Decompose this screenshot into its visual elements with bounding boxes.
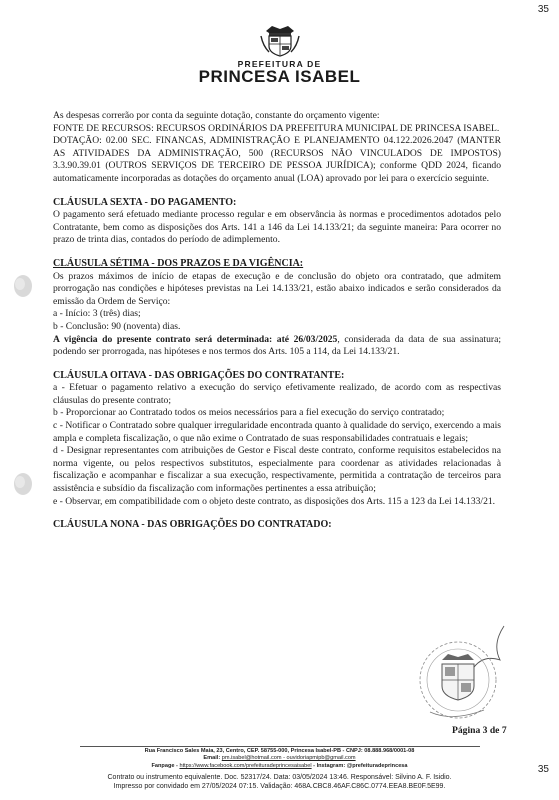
footer-email-link[interactable]: pm.isabel@hotmail.com - ouvidoriapmipb@gmail.com <box>221 755 356 762</box>
clause-heading: CLÁUSULA SEXTA - DO PAGAMENTO: <box>53 196 237 208</box>
list-item: b - Conclusão: 90 (noventa) dias. <box>53 320 181 332</box>
coat-of-arms-icon <box>258 22 302 58</box>
punch-hole-mark-icon <box>6 268 40 304</box>
signature-line-2: Impresso por convidado em 27/05/2024 07:15. Validação: 468A.CBC8.46AF.C86C.0774.EEA8.BE0F.5E99. <box>113 782 446 790</box>
letterhead <box>0 22 559 85</box>
page-number-top: 35 <box>537 4 549 15</box>
paragraph: O pagamento será efetuado mediante processo regular e em observância às normas e procedimentos adotados pelo Contratante, bem como as disposições dos Arts. 141 a 146 da Lei 14.133/21; da seguinte maneira: Para ocorrer no prazo de trinta dias, contados do período de adimplemento. <box>53 209 501 246</box>
list-item: b - Proporcionar ao Contratado todos os meios necessários para a fiel execução do serviço contratado; <box>53 407 445 419</box>
footer-address: Rua Francisco Sales Maia, 23, Centro, CEP. 58755-000, Princesa Isabel-PB - CNPJ: 08.888.968/0001-08 <box>144 748 415 754</box>
paragraph: FONTE DE RECURSOS: RECURSOS ORDINÁRIOS DA PREFEITURA MUNICIPAL DE PRINCESA ISABEL. <box>53 122 500 134</box>
clause-heading: CLÁUSULA OITAVA - DAS OBRIGAÇÕES DO CONTRATANTE: <box>53 369 345 381</box>
page-of-indicator: Página 3 de 7 <box>452 725 507 736</box>
footer <box>0 746 559 770</box>
document-body <box>53 110 501 532</box>
signature-line-1: Contrato ou instrumento equivalente. Doc. 52317/24. Data: 03/05/2024 13:46. Responsável: Silvino A. F. Isidio. <box>107 774 452 781</box>
term-highlight: A vigência do presente contrato será determinada: até 26/03/2025 <box>53 333 338 345</box>
punch-hole-mark-icon <box>6 466 40 502</box>
list-item: a - Início: 3 (três) dias; <box>53 308 141 320</box>
clause-heading: CLÁUSULA NONA - DAS OBRIGAÇÕES DO CONTRATADO: <box>53 519 332 531</box>
term-rest: , considerada da data de sua assinatura; podendo ser prorrogada, nas hipóteses e nos termos dos Arts. 105 a 114, da Lei 14.133/21. <box>53 333 501 358</box>
digital-signature-note <box>0 774 559 791</box>
paragraph <box>53 334 501 359</box>
list-item: d - Designar representantes com atribuições de Gestor e Fiscal deste contrato, conforme requisitos estabelecidos na norma vigente, ou pelos respectivos substitutos, especialmente para coordenar as atividades relacionadas à fiscalização e acompanhar e fiscalizar a sua execução, respectivamente, permitida a contratação de terceiros para assistência e subsídio da fiscalização com informações pertinentes a essa atribuição; <box>53 445 501 495</box>
list-item: c - Notificar o Contratado sobre qualquer irregularidade encontrada quanto à qualidade do serviço, exercendo a mais ampla e completa fiscalização, o que não exime o Contratado de suas responsabilidades contratuais e legais; <box>53 420 501 444</box>
paragraph: As despesas correrão por conta da seguinte dotação, constante do orçamento vigente: <box>53 110 380 121</box>
paragraph: DOTAÇÃO: 02.00 SEC. FINANCAS, ADMINISTRAÇÃO E PLANEJAMENTO 04.122.2026.2047 (MANTER AS ATIVIDADES DA ADMINISTRAÇÃO, 500 (RECURSOS NÃO VINCULADOS DE IMPOSTOS) 3.3.90.39.01 (OUTROS SERVIÇOS DE TERCEIRO DE PESSOA JURÍDICA); conforme QDD 2024, ficando automaticamente incorporadas as dotações do orçamento anual (LOA) aprovado por lei para o exercício seguinte. <box>53 135 501 184</box>
list-item: a - Efetuar o pagamento relativo a execução do serviço efetivamente realizado, de acordo com as respectivas cláusulas do presente contrato; <box>53 382 501 406</box>
paragraph: Os prazos máximos de início de etapas de execução e de conclusão do objeto ora contratado, que admitem prorrogação nas condições e hipóteses previstas na Lei 14.133/21, estão abaixo indicados e serão considerados da emissão da Ordem de Serviço: <box>53 270 501 307</box>
org-line-1: PREFEITURA DE <box>237 59 322 69</box>
org-line-2: PRINCESA ISABEL <box>198 67 361 86</box>
list-item: e - Observar, em compatibilidade com o objeto deste contrato, as disposições dos Arts. 115 a 123 da Lei 14.133/21. <box>53 495 496 507</box>
footer-fanpage-label: Fanpage - <box>151 762 178 769</box>
municipal-seal-stamp-icon <box>412 624 512 730</box>
footer-instagram: - Instagram: @prefeituradeprincesa <box>313 762 408 769</box>
footer-fanpage-link[interactable]: https://www.facebook.com/prefeituradeprincesaisabel <box>179 762 312 769</box>
footer-email-label: Email: <box>203 755 221 762</box>
clause-heading: CLÁUSULA SÉTIMA - DOS PRAZOS E DA VIGÊNCIA: <box>53 257 304 269</box>
page-number-bottom: 35 <box>537 764 549 775</box>
